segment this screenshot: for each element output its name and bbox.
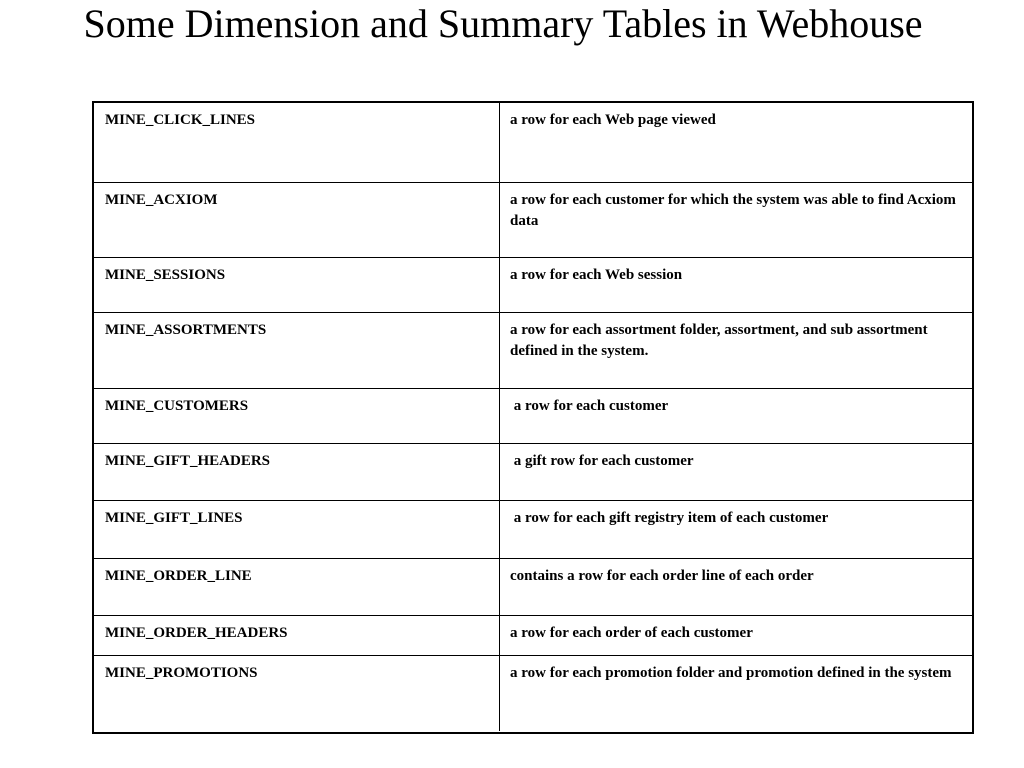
table-description-cell: a row for each Web page viewed [510, 112, 716, 128]
table-name-cell: MINE_ASSORTMENTS [94, 313, 500, 388]
table-name-cell: MINE_ORDER_LINE [94, 559, 500, 615]
slide-title: Some Dimension and Summary Tables in Webhouse [83, 1, 923, 46]
table-name-cell: MINE_GIFT_LINES [94, 501, 500, 558]
table-name-cell: MINE_ACXIOM [94, 183, 500, 257]
table-description-cell: a row for each order of each customer [510, 625, 753, 641]
table-row [94, 258, 972, 313]
table-name-cell: MINE_CUSTOMERS [94, 389, 500, 443]
table-row [94, 559, 972, 616]
table-row [94, 183, 972, 258]
table-description-cell: a row for each promotion folder and promotion defined in the system [510, 665, 952, 681]
table-name-cell: MINE_GIFT_HEADERS [94, 444, 500, 500]
table-description-cell: a row for each Web session [510, 267, 683, 283]
tables-table [92, 101, 974, 734]
table-name-cell: MINE_ORDER_HEADERS [94, 616, 500, 655]
table-row [94, 313, 972, 389]
table-name-cell: MINE_PROMOTIONS [94, 656, 500, 731]
table-row [94, 389, 972, 444]
table-row [94, 656, 972, 731]
table-description-cell: contains a row for each order line of each order [510, 568, 814, 584]
table-description-cell: a row for each gift registry item of each customer [510, 510, 829, 526]
table-row [94, 501, 972, 559]
table-row [94, 444, 972, 501]
table-row [94, 616, 972, 656]
table-row [94, 103, 972, 183]
table-description-cell: a row for each assortment folder, assortment, and sub assortment defined in the system. [510, 322, 928, 359]
table-name-cell: MINE_SESSIONS [94, 258, 500, 312]
table-description-cell: a gift row for each customer [510, 453, 694, 469]
table-description-cell: a row for each customer [510, 398, 669, 414]
table-description-cell: a row for each customer for which the system was able to find Acxiom data [510, 192, 956, 229]
table-name-cell: MINE_CLICK_LINES [94, 103, 500, 182]
